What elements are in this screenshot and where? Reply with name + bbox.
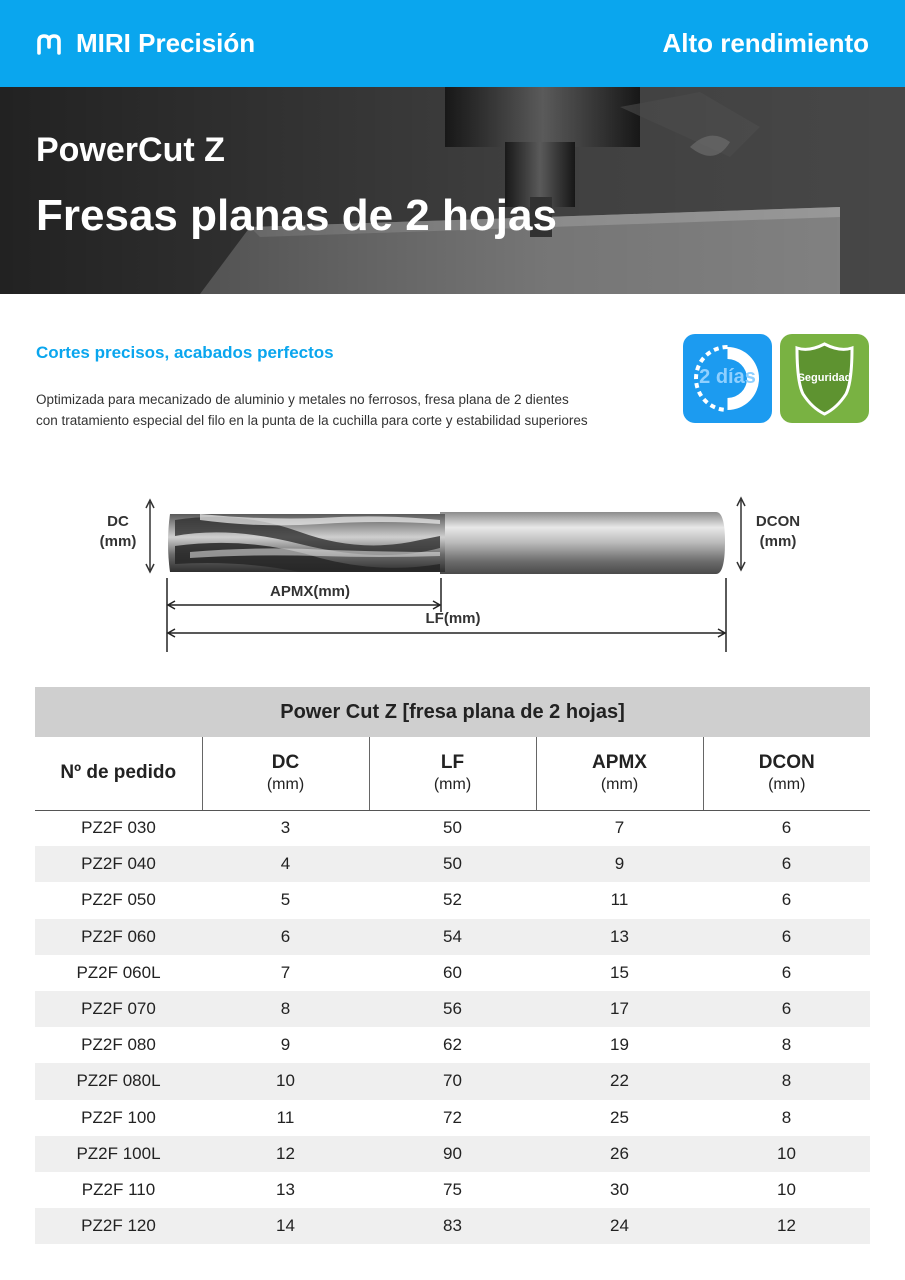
value-cell: 6 xyxy=(703,846,870,882)
value-cell: 10 xyxy=(202,1063,369,1099)
spec-table xyxy=(35,687,870,1244)
value-cell: 90 xyxy=(369,1136,536,1172)
value-cell: 12 xyxy=(703,1208,870,1244)
column-header-order-number xyxy=(35,737,202,810)
value-cell: 13 xyxy=(276,1179,295,1199)
hero-subtitle: PowerCut Z xyxy=(36,131,225,169)
value-cell: 7 xyxy=(614,818,625,838)
top-bar xyxy=(0,0,905,87)
dcon-label xyxy=(748,512,808,552)
order-number-cell: PZ2F 080L xyxy=(35,1063,202,1099)
value-cell: 25 xyxy=(610,1107,629,1127)
intro-description xyxy=(36,389,676,431)
value-cell: 9 xyxy=(536,846,703,882)
intro-line-1: Optimizada para mecanizado de aluminio y metales no ferrosos, fresa plana de 2 dientes xyxy=(36,392,569,407)
hero-banner xyxy=(0,87,905,294)
value-cell: 8 xyxy=(781,1035,792,1055)
dcon-label-text: DCON xyxy=(755,513,801,530)
table-row xyxy=(35,1172,870,1208)
table-row xyxy=(35,1136,870,1172)
value-cell: 72 xyxy=(443,1107,462,1127)
value-cell: 6 xyxy=(781,818,792,838)
table-row xyxy=(35,991,870,1027)
safety-badge xyxy=(780,334,869,423)
value-cell: 60 xyxy=(443,962,462,982)
delivery-days-text: 2 días xyxy=(699,366,756,388)
value-cell: 70 xyxy=(369,1063,536,1099)
intro-line-2: con tratamiento especial del filo en la punta de la cuchilla para corte y estabilidad superiores xyxy=(36,413,588,428)
value-cell: 62 xyxy=(443,1035,462,1055)
column-label: DC xyxy=(271,752,300,774)
column-unit: (mm) xyxy=(266,776,305,794)
value-cell: 6 xyxy=(703,919,870,955)
table-row xyxy=(35,919,870,955)
brand[interactable] xyxy=(36,28,255,59)
value-cell: 50 xyxy=(443,818,462,838)
dcon-unit-text: (mm) xyxy=(759,533,797,550)
column-header-dcon xyxy=(703,737,870,810)
value-cell: 8 xyxy=(202,991,369,1027)
value-cell: 11 xyxy=(610,890,629,910)
dc-label-text: DC xyxy=(107,513,129,530)
order-number-cell: PZ2F 050 xyxy=(81,890,156,910)
table-row xyxy=(35,1063,870,1099)
value-cell: 30 xyxy=(610,1179,629,1199)
value-cell: 6 xyxy=(781,962,792,982)
value-cell: 54 xyxy=(369,919,536,955)
value-cell: 5 xyxy=(280,890,291,910)
value-cell: 24 xyxy=(536,1208,703,1244)
value-cell: 22 xyxy=(536,1063,703,1099)
brand-logo-icon xyxy=(36,33,68,55)
order-number-cell: PZ2F 100 xyxy=(81,1107,156,1127)
safety-text: Seguridad xyxy=(797,372,852,384)
order-number-cell: PZ2F 060 xyxy=(35,919,202,955)
header-tagline: Alto rendimiento xyxy=(662,28,869,58)
table-row xyxy=(35,882,870,918)
value-cell: 83 xyxy=(369,1208,536,1244)
value-cell: 10 xyxy=(777,1179,796,1199)
value-cell: 10 xyxy=(703,1136,870,1172)
value-cell: 6 xyxy=(202,919,369,955)
delivery-days-badge xyxy=(683,334,772,423)
column-header-dc xyxy=(202,737,369,810)
value-cell: 56 xyxy=(369,991,536,1027)
end-mill-drawing xyxy=(0,480,905,670)
value-cell: 13 xyxy=(536,919,703,955)
table-row xyxy=(35,1208,870,1244)
value-cell: 12 xyxy=(202,1136,369,1172)
hero-title: Fresas planas de 2 hojas xyxy=(36,191,557,240)
value-cell: 15 xyxy=(610,962,629,982)
column-label: DCON xyxy=(758,752,815,774)
intro-heading: Cortes precisos, acabados perfectos xyxy=(36,343,334,362)
column-unit: (mm) xyxy=(433,776,472,794)
column-unit: (mm) xyxy=(600,776,639,794)
value-cell: 11 xyxy=(276,1107,295,1127)
lf-label: LF(mm) xyxy=(425,610,481,627)
value-cell: 52 xyxy=(443,890,462,910)
value-cell: 4 xyxy=(202,846,369,882)
order-number-cell: PZ2F 110 xyxy=(81,1179,156,1199)
table-body xyxy=(35,810,870,1244)
table-row xyxy=(35,1100,870,1136)
brand-name: MIRI Precisión xyxy=(76,28,256,58)
value-cell: 75 xyxy=(443,1179,462,1199)
order-number-cell: PZ2F 070 xyxy=(35,991,202,1027)
value-cell: 6 xyxy=(703,991,870,1027)
table-header-row xyxy=(35,737,870,810)
table-caption-row xyxy=(35,687,870,737)
dc-label xyxy=(92,512,144,552)
dc-unit-text: (mm) xyxy=(99,533,137,550)
table-caption: Power Cut Z [fresa plana de 2 hojas] xyxy=(35,687,870,737)
value-cell: 7 xyxy=(280,962,291,982)
column-header-apmx xyxy=(536,737,703,810)
column-label: APMX xyxy=(592,752,647,774)
value-cell: 26 xyxy=(536,1136,703,1172)
order-number-cell: PZ2F 080 xyxy=(81,1035,156,1055)
value-cell: 6 xyxy=(781,890,792,910)
value-cell: 14 xyxy=(202,1208,369,1244)
tool-dimension-diagram xyxy=(0,480,905,670)
order-number-cell: PZ2F 040 xyxy=(35,846,202,882)
value-cell: 9 xyxy=(280,1035,291,1055)
column-label: LF xyxy=(440,752,465,774)
apmx-label: APMX(mm) xyxy=(269,583,350,600)
value-cell: 50 xyxy=(369,846,536,882)
value-cell: 3 xyxy=(280,818,291,838)
table-row xyxy=(35,955,870,991)
value-cell: 8 xyxy=(781,1107,792,1127)
value-cell: 19 xyxy=(610,1035,629,1055)
order-number-cell: PZ2F 060L xyxy=(76,962,161,982)
order-number-cell: PZ2F 120 xyxy=(35,1208,202,1244)
column-header-lf xyxy=(369,737,536,810)
table-row xyxy=(35,846,870,882)
order-number-cell: PZ2F 100L xyxy=(35,1136,202,1172)
column-label: Nº de pedido xyxy=(60,762,177,784)
value-cell: 8 xyxy=(703,1063,870,1099)
value-cell: 17 xyxy=(536,991,703,1027)
column-unit: (mm) xyxy=(768,776,806,794)
table-row xyxy=(35,1027,870,1063)
table-row xyxy=(35,810,870,846)
order-number-cell: PZ2F 030 xyxy=(81,818,156,838)
